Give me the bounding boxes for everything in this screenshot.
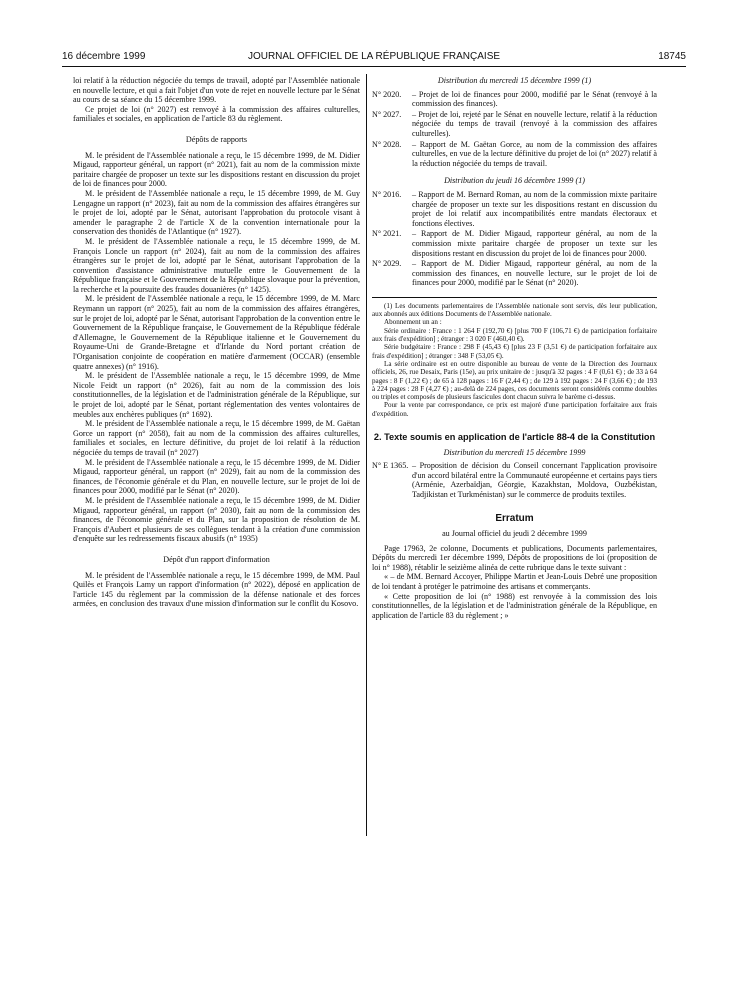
- document-description: – Projet de loi, rejeté par le Sénat en nouvelle lecture, relatif à la réduction négociée du temps de travail (renvoyé à la commission des affaires culturelles).: [412, 109, 657, 138]
- report-paragraph: M. le président de l'Assemblée nationale a reçu, le 15 décembre 1999, de MM. Paul Quilès et François Lamy un rapport d'information (n° 2022), déposé en application de l'article 145 du règlement par la commission de la défense nationale et des forces armées, en conclusion des travaux d'une mission d'information sur le conflit du Kosovo.: [73, 570, 360, 609]
- document-description: – Rapport de M. Bernard Roman, au nom de la commission mixte paritaire chargée de proposer un texte sur les dispositions restant en discussion du projet de loi relatif aux incompatibilités entre mandats électoraux et fonctions électives.: [412, 189, 657, 228]
- footnote-text: Série ordinaire : France : 1 264 F (192,70 €) [plus 700 F (106,71 €) de participation forfaitaire aux frais d'expédition] ; étranger : 3 020 F (460,40 €).: [372, 326, 657, 344]
- paragraph: Ce projet de loi (n° 2027) est renvoyé à la commission des affaires culturelles, familiales et sociales, en application de l'article 83 du règlement.: [73, 104, 360, 124]
- footnote-text: Série budgétaire : France : 298 F (45,43 €) [plus 23 F (3,51 €) de participation forfaitaire aux frais d'expédition] ; étranger : 348 F (53,05 €).: [372, 343, 657, 360]
- left-column: [73, 76, 360, 609]
- document-number: N° 2029.: [372, 259, 402, 269]
- report-paragraph: M. le président de l'Assemblée nationale a reçu, le 15 décembre 1999, de Mme Nicole Feidt un rapport (n° 2026), fait au nom de la commission des lois constitutionnelles, de la législation et de l'administration générale de la République, sur le projet de loi, adopté par le Sénat, portant réglementation des ventes volontaires de meubles aux enchères publiques (n° 1692).: [73, 371, 360, 419]
- footnote-rule: [372, 297, 657, 298]
- erratum-paragraph: « Cette proposition de loi (n° 1988) est renvoyée à la commission des lois constitutionnelles, de la législation et de l'administration générale de la République, en application de l'article 83 du règlement ; »: [372, 591, 657, 620]
- section-heading-information: Dépôt d'un rapport d'information: [163, 554, 270, 564]
- section-title-article-88-4: 2. Texte soumis en application de l'article 88-4 de la Constitution: [373, 432, 656, 443]
- document-description: – Projet de loi de finances pour 2000, modifié par le Sénat (renvoyé à la commission des finances).: [412, 89, 657, 109]
- document-description: – Proposition de décision du Conseil concernant l'application provisoire d'un accord bilatéral entre la Communauté européenne et certains pays tiers (Arménie, Azerbaïdjan, Géorgie, Kazakhstan, Moldova, Ouzbékistan, Tadjikistan et Turkménistan) sur le commerce de produits textiles.: [412, 461, 657, 499]
- document-list-item: [372, 190, 657, 228]
- document-list-item: [372, 259, 657, 288]
- footnote-text: Abonnement un an :: [384, 318, 442, 327]
- erratum-subheading: au Journal officiel du jeudi 2 décembre 1999: [442, 529, 587, 539]
- document-number: N° 2020.: [372, 89, 402, 99]
- report-paragraph: M. le président de l'Assemblée nationale a reçu, le 15 décembre 1999, de M. Marc Reymann un rapport (n° 2025), fait au nom de la commission des affaires étrangères, sur le projet de loi, adopté par le Sénat, autorisant l'approbation de la convention entre le Gouvernement de la République française, le Gouvernement de la République fédérale d'Allemagne, le Gouvernement de la République italienne et le Gouvernement du Royaume-Uni de Grande-Bretagne et d'Irlande du Nord portant création de l'Organisation conjointe de coopération en matière d'armement (OCCAR) (ensemble quatre annexes) (n° 1916).: [73, 294, 360, 371]
- document-description: – Rapport de M. Didier Migaud, rapporteur général, au nom de la commission mixte paritaire chargée de proposer un texte sur les dispositions restant en discussion du projet de loi de finances pour 2000.: [412, 229, 657, 258]
- report-paragraph: M. le président de l'Assemblée nationale a reçu, le 15 décembre 1999, de M. Didier Migaud, rapporteur général, un rapport (n° 2029), fait au nom de la commission des finances, de l'économie générale et du Plan, en nouvelle lecture, sur le projet de loi de finances pour 2000, modifié par le Sénat (n° 2020).: [73, 457, 360, 496]
- document-number: N° 2028.: [372, 139, 402, 149]
- document-list-item: [372, 229, 657, 258]
- document-list: [372, 190, 657, 288]
- header-date: 16 décembre 1999: [62, 51, 146, 62]
- right-column: [372, 76, 657, 620]
- report-paragraph: M. le président de l'Assemblée nationale a reçu, le 15 décembre 1999, de M. Didier Migaud, rapporteur général, un rapport (n° 2030), fait au nom de la commission des finances, de l'économie générale et du Plan, sur la proposition de résolution de M. François d'Aubert et plusieurs de ses collègues tendant à la création d'une commission d'enquête sur les redressements fiscaux abusifs (n° 1935): [73, 495, 360, 544]
- section-heading-depots: Dépôts de rapports: [185, 134, 248, 144]
- report-paragraph: M. le président de l'Assemblée nationale a reçu, le 15 décembre 1999, de M. Gaëtan Gorce un rapport (n° 2058), fait au nom de la commission des affaires culturelles, familiales et sociales, en lecture définitive, du projet de loi relatif à la réduction négociée du temps de travail (n° 2027): [73, 419, 360, 457]
- distribution-heading: Distribution du mercredi 15 décembre 1999: [443, 447, 586, 457]
- footnote-text: (1) Les documents parlementaires de l'Assemblée nationale sont servis, dès leur publication, aux abonnés aux éditions Documents de l'Assemblée nationale.: [372, 301, 657, 319]
- footnote-text: La série ordinaire est en outre disponible au bureau de vente de la Direction des Journaux officiels, 26, rue Desaix, Paris (15e), au prix unitaire de : jusqu'à 32 pages : 4 F (0,61 €) ; de 33 à 64 pages : 8 F (1,22 €) ; de 65 à 128 pages : 16 F (2,44 €) ; de 129 à 192 pages : 24 F (3,66 €) ; de 193 à 224 pages : 28 F (4,27 €) ; au-delà de 224 pages, ces documents seront considérés comme doubles ou triples et composés de plusieurs fascicules dont chacun suivra le barème ci-dessus.: [372, 359, 657, 402]
- report-paragraph: M. le président de l'Assemblée nationale a reçu, le 15 décembre 1999, de M. Didier Migaud, rapporteur général, un rapport (n° 2021), fait au nom de la commission mixte paritaire chargée de proposer un texte sur les dispositions restant en discussion du projet de loi de finances pour 2000.: [73, 150, 360, 189]
- page-header: [62, 51, 686, 65]
- document-list-item: [372, 90, 657, 109]
- document-list-item: [372, 140, 657, 169]
- document-list-item: [372, 461, 657, 499]
- distribution-heading: Distribution du jeudi 16 décembre 1999 (1): [444, 176, 585, 186]
- document-number: N° 2016.: [372, 189, 402, 199]
- report-paragraph: M. le président de l'Assemblée nationale a reçu, le 15 décembre 1999, de M. Guy Lengagne un rapport (n° 2023), fait au nom de la commission des affaires étrangères sur le projet de loi, adopté par le Sénat, autorisant l'approbation du protocole visant à amender le paragraphe 2 de l'article X de la convention internationale pour la conservation des thonidés de l'Atlantique (n° 1927).: [73, 188, 360, 237]
- document-description: – Rapport de M. Gaëtan Gorce, au nom de la commission des affaires culturelles, en vue de la lecture définitive du projet de loi (n° 2027) relatif à la réduction négociée du temps de travail.: [412, 139, 657, 168]
- distribution-heading: Distribution du mercredi 15 décembre 1999 (1): [437, 76, 592, 85]
- erratum-heading: Erratum: [495, 512, 534, 524]
- header-title: JOURNAL OFFICIEL DE LA RÉPUBLIQUE FRANÇAISE: [247, 51, 501, 62]
- column-divider: [366, 74, 367, 836]
- document-list: [372, 90, 657, 169]
- document-list: [372, 461, 657, 499]
- document-number: N° E 1365.: [372, 461, 409, 471]
- report-paragraph: M. le président de l'Assemblée nationale a reçu, le 15 décembre 1999, de M. François Loncle un rapport (n° 2024), fait au nom de la commission des affaires étrangères sur le projet de loi, adopté par le Sénat, autorisant l'approbation de la convention d'assistance administrative mutuelle entre le Gouvernement de la République française et le Gouvernement de la République slovaque pour la prévention, la recherche et la poursuite des fraudes douanières (n° 1425).: [73, 236, 360, 294]
- erratum-paragraph: Page 17963, 2e colonne, Documents et publications, Documents parlementaires, Dépôts du mercredi 1er décembre 1999, Dépôts de propositions de loi (proposition de loi n° 1988), rétablir le seizième alinéa de cette rubrique dans le texte suivant :: [372, 543, 657, 572]
- footnote-text: Pour la vente par correspondance, ce prix est majoré d'une participation forfaitaire aux frais d'expédition.: [372, 401, 657, 418]
- erratum-paragraph: « – de MM. Bernard Accoyer, Philippe Martin et Jean-Louis Debré une proposition de loi tendant à protéger le patrimoine des artisans et commerçants.: [372, 572, 657, 592]
- document-number: N° 2027.: [372, 109, 402, 119]
- header-rule: [62, 66, 686, 67]
- document-number: N° 2021.: [372, 229, 402, 239]
- footnote: [372, 302, 657, 418]
- document-list-item: [372, 110, 657, 139]
- document-description: – Rapport de M. Didier Migaud, rapporteur général, au nom de la commission des finances, en nouvelle lecture, sur le projet de loi de finances pour 2000, modifié par le Sénat (n° 2020).: [412, 259, 657, 288]
- header-page-number: 18745: [658, 51, 686, 62]
- paragraph: loi relatif à la réduction négociée du temps de travail, adopté par l'Assemblée nationale en nouvelle lecture, et qui a fait l'objet d'un vote de rejet en nouvelle lecture par le Sénat au cours de sa séance du 15 décembre 1999.: [73, 76, 360, 105]
